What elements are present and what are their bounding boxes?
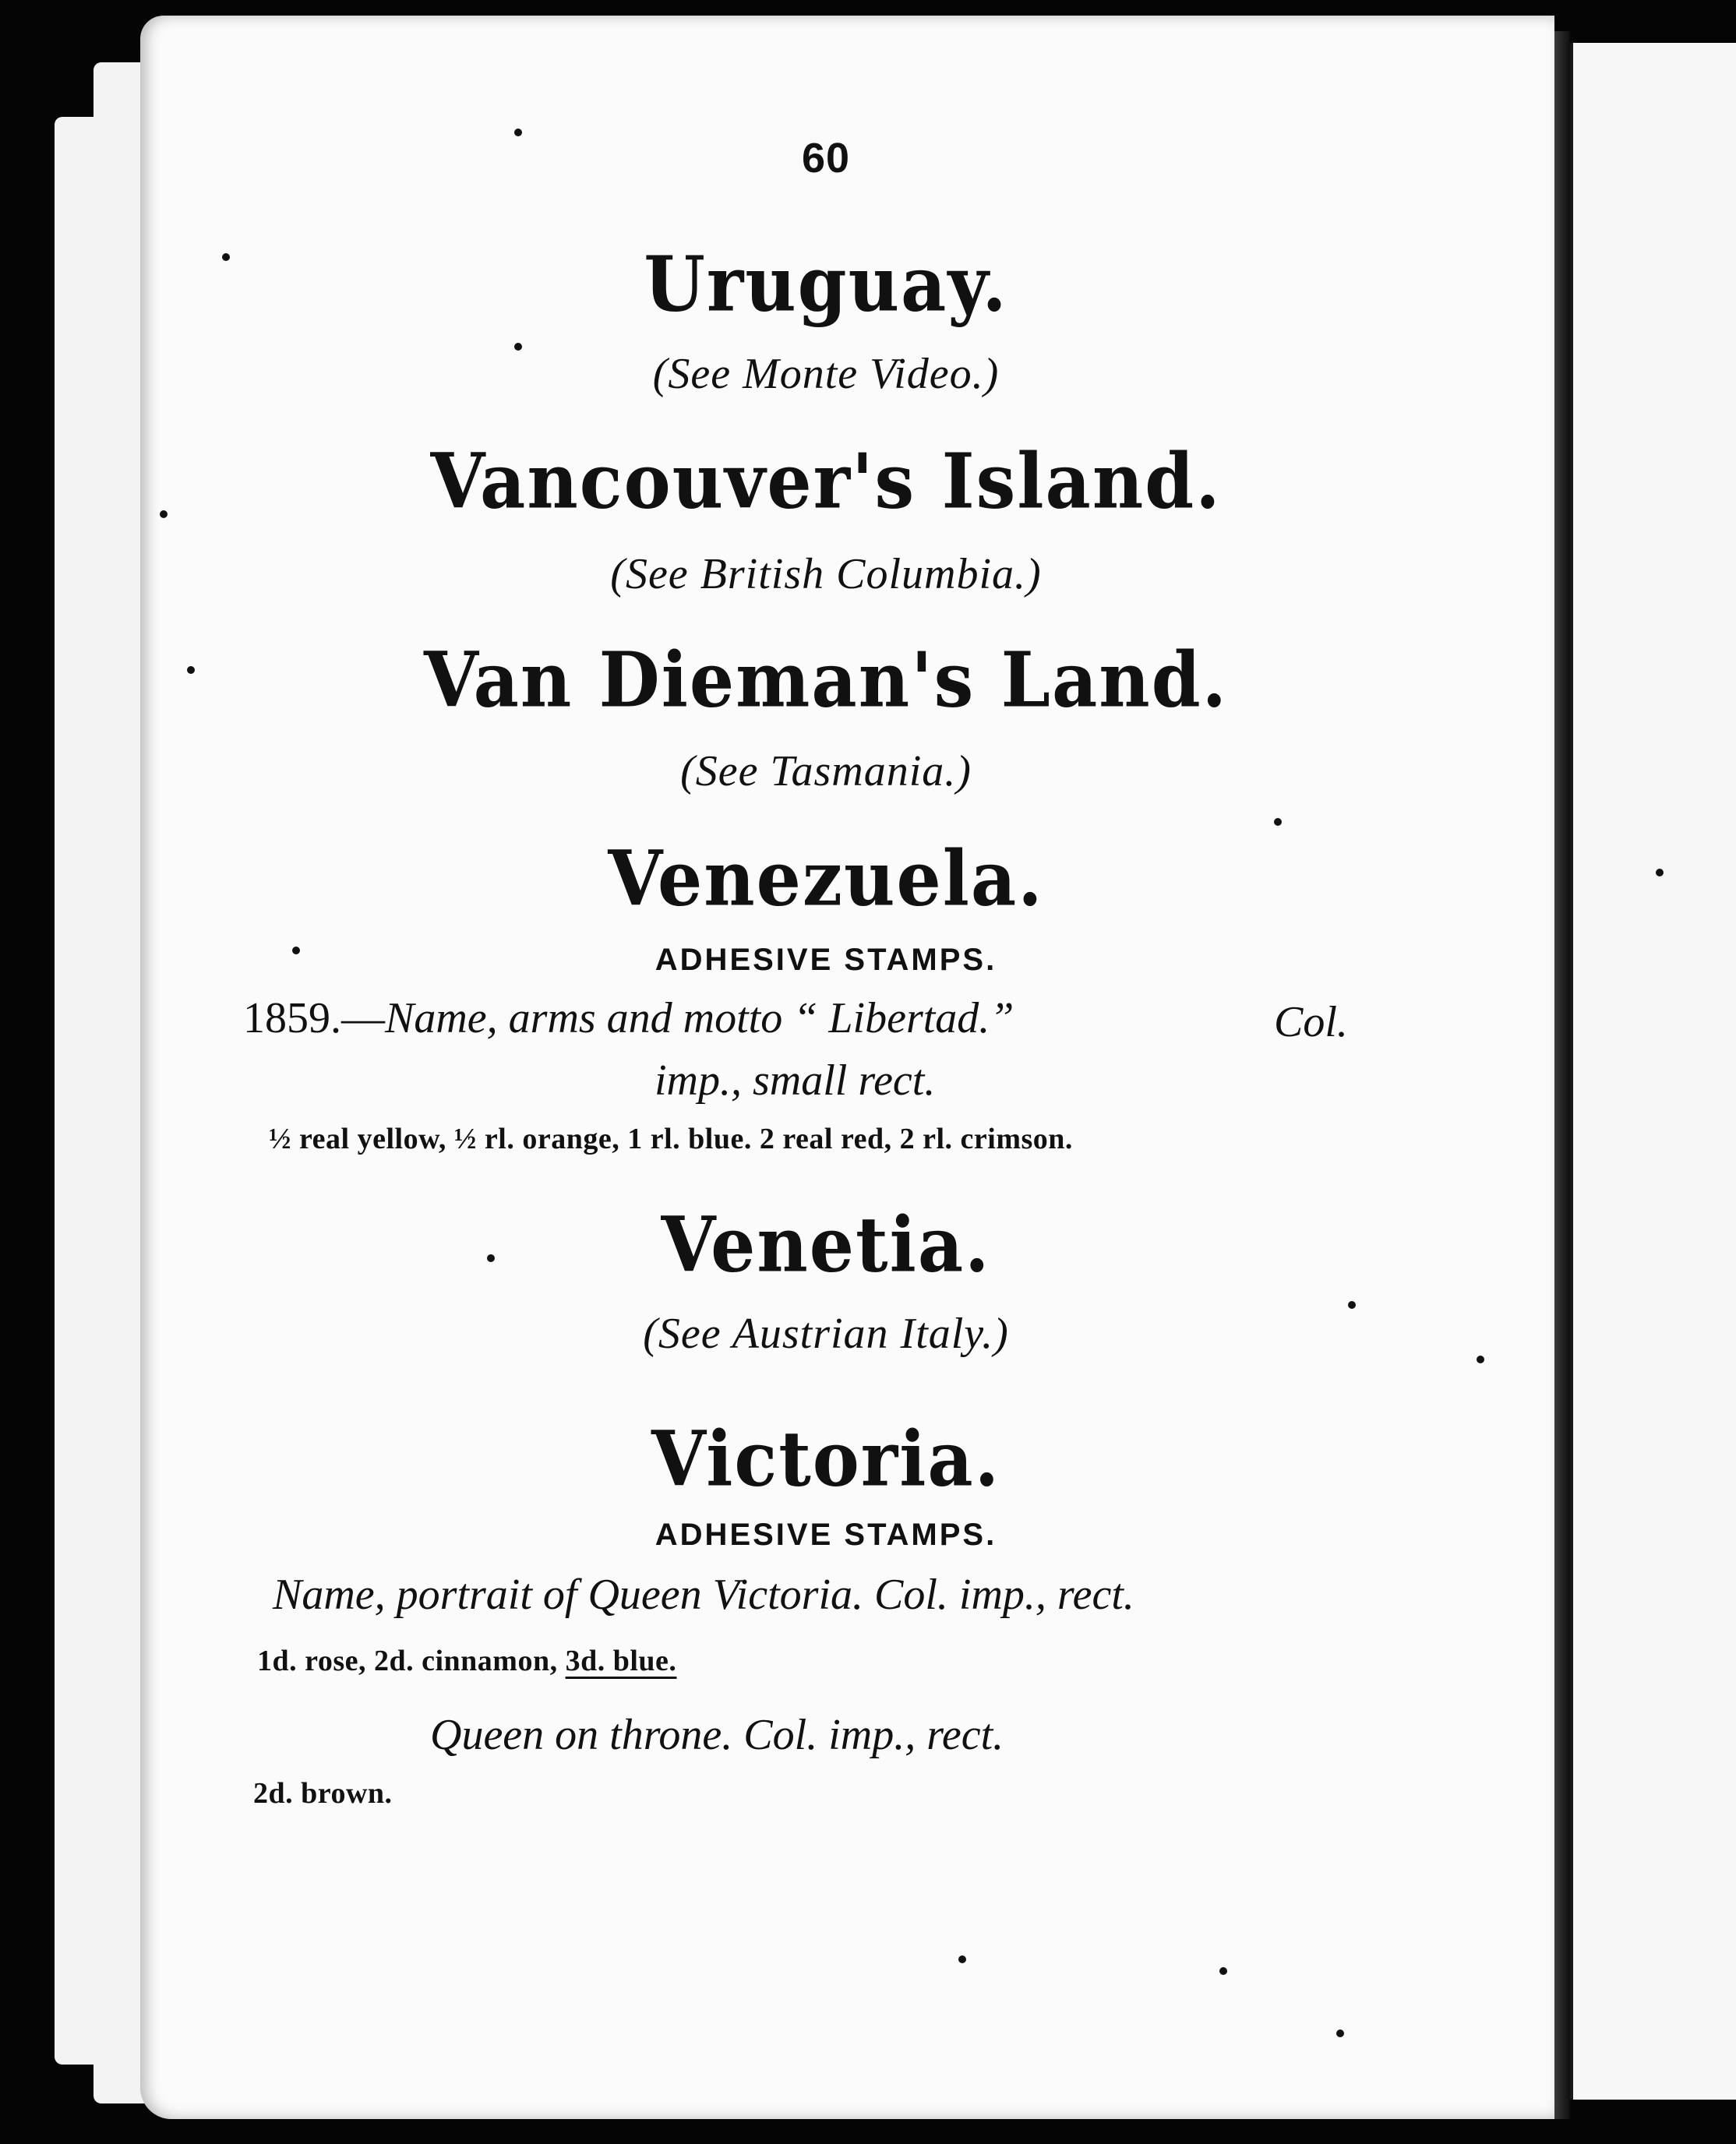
speck bbox=[487, 1254, 495, 1262]
heading-victoria: Victoria. bbox=[651, 1414, 1001, 1504]
speck bbox=[160, 510, 168, 518]
victoria-description1 bbox=[273, 1570, 1134, 1620]
victoria-description1-text: Name, portrait of Queen Victoria. Col. imp., rect. bbox=[273, 1571, 1134, 1619]
speck bbox=[1656, 869, 1664, 876]
speck bbox=[1219, 1967, 1227, 1975]
victoria-stamps1-underlined: 3d. blue. bbox=[565, 1645, 677, 1677]
venezuela-description-text: Name, arms and motto “ Libertad.” bbox=[385, 994, 1014, 1042]
note-venetia: (See Austrian Italy.) bbox=[643, 1310, 1009, 1358]
speck bbox=[514, 129, 522, 136]
note-van-dieman: (See Tasmania.) bbox=[680, 747, 972, 795]
victoria-description2-text: Queen on throne. Col. imp., rect. bbox=[430, 1711, 1004, 1759]
speck bbox=[514, 343, 522, 351]
heading-vancouver: Vancouver's Island. bbox=[430, 436, 1222, 527]
venezuela-description-line2-text: imp., small rect. bbox=[655, 1056, 936, 1105]
speck bbox=[1348, 1301, 1356, 1309]
heading-venetia: Venetia. bbox=[661, 1200, 991, 1290]
book-gutter bbox=[1554, 31, 1570, 2119]
speck bbox=[958, 1955, 966, 1963]
subheading-venezuela: ADHESIVE STAMPS. bbox=[655, 943, 997, 977]
victoria-stamps2: 2d. brown. bbox=[253, 1777, 393, 1810]
speck bbox=[1477, 1356, 1484, 1363]
note-uruguay: (See Monte Video.) bbox=[652, 350, 1000, 398]
speck bbox=[1336, 2029, 1344, 2037]
venezuela-description-col bbox=[1274, 997, 1348, 1047]
venezuela-col-text: Col. bbox=[1274, 998, 1348, 1046]
speck bbox=[222, 253, 230, 261]
subheading-victoria: ADHESIVE STAMPS. bbox=[655, 1518, 997, 1552]
note-vancouver: (See British Columbia.) bbox=[610, 550, 1042, 598]
heading-venezuela: Venezuela. bbox=[608, 834, 1044, 924]
venezuela-description-line1 bbox=[243, 993, 1014, 1043]
page-number: 60 bbox=[801, 135, 851, 182]
venezuela-year: 1859.— bbox=[243, 994, 385, 1042]
heading-van-dieman: Van Dieman's Land. bbox=[424, 635, 1228, 725]
venezuela-stamps: ½ real yellow, ½ rl. orange, 1 rl. blue. 2 real red, 2 rl. crimson. bbox=[269, 1123, 1073, 1155]
speck bbox=[1274, 818, 1282, 826]
speck bbox=[187, 666, 195, 674]
victoria-stamps1 bbox=[257, 1644, 676, 1678]
venezuela-description-line2 bbox=[655, 1056, 935, 1106]
heading-uruguay: Uruguay. bbox=[644, 239, 1008, 330]
victoria-stamps1-prefix: 1d. rose, 2d. cinnamon, bbox=[257, 1645, 566, 1677]
speck bbox=[292, 947, 300, 954]
victoria-description2 bbox=[430, 1710, 1004, 1760]
